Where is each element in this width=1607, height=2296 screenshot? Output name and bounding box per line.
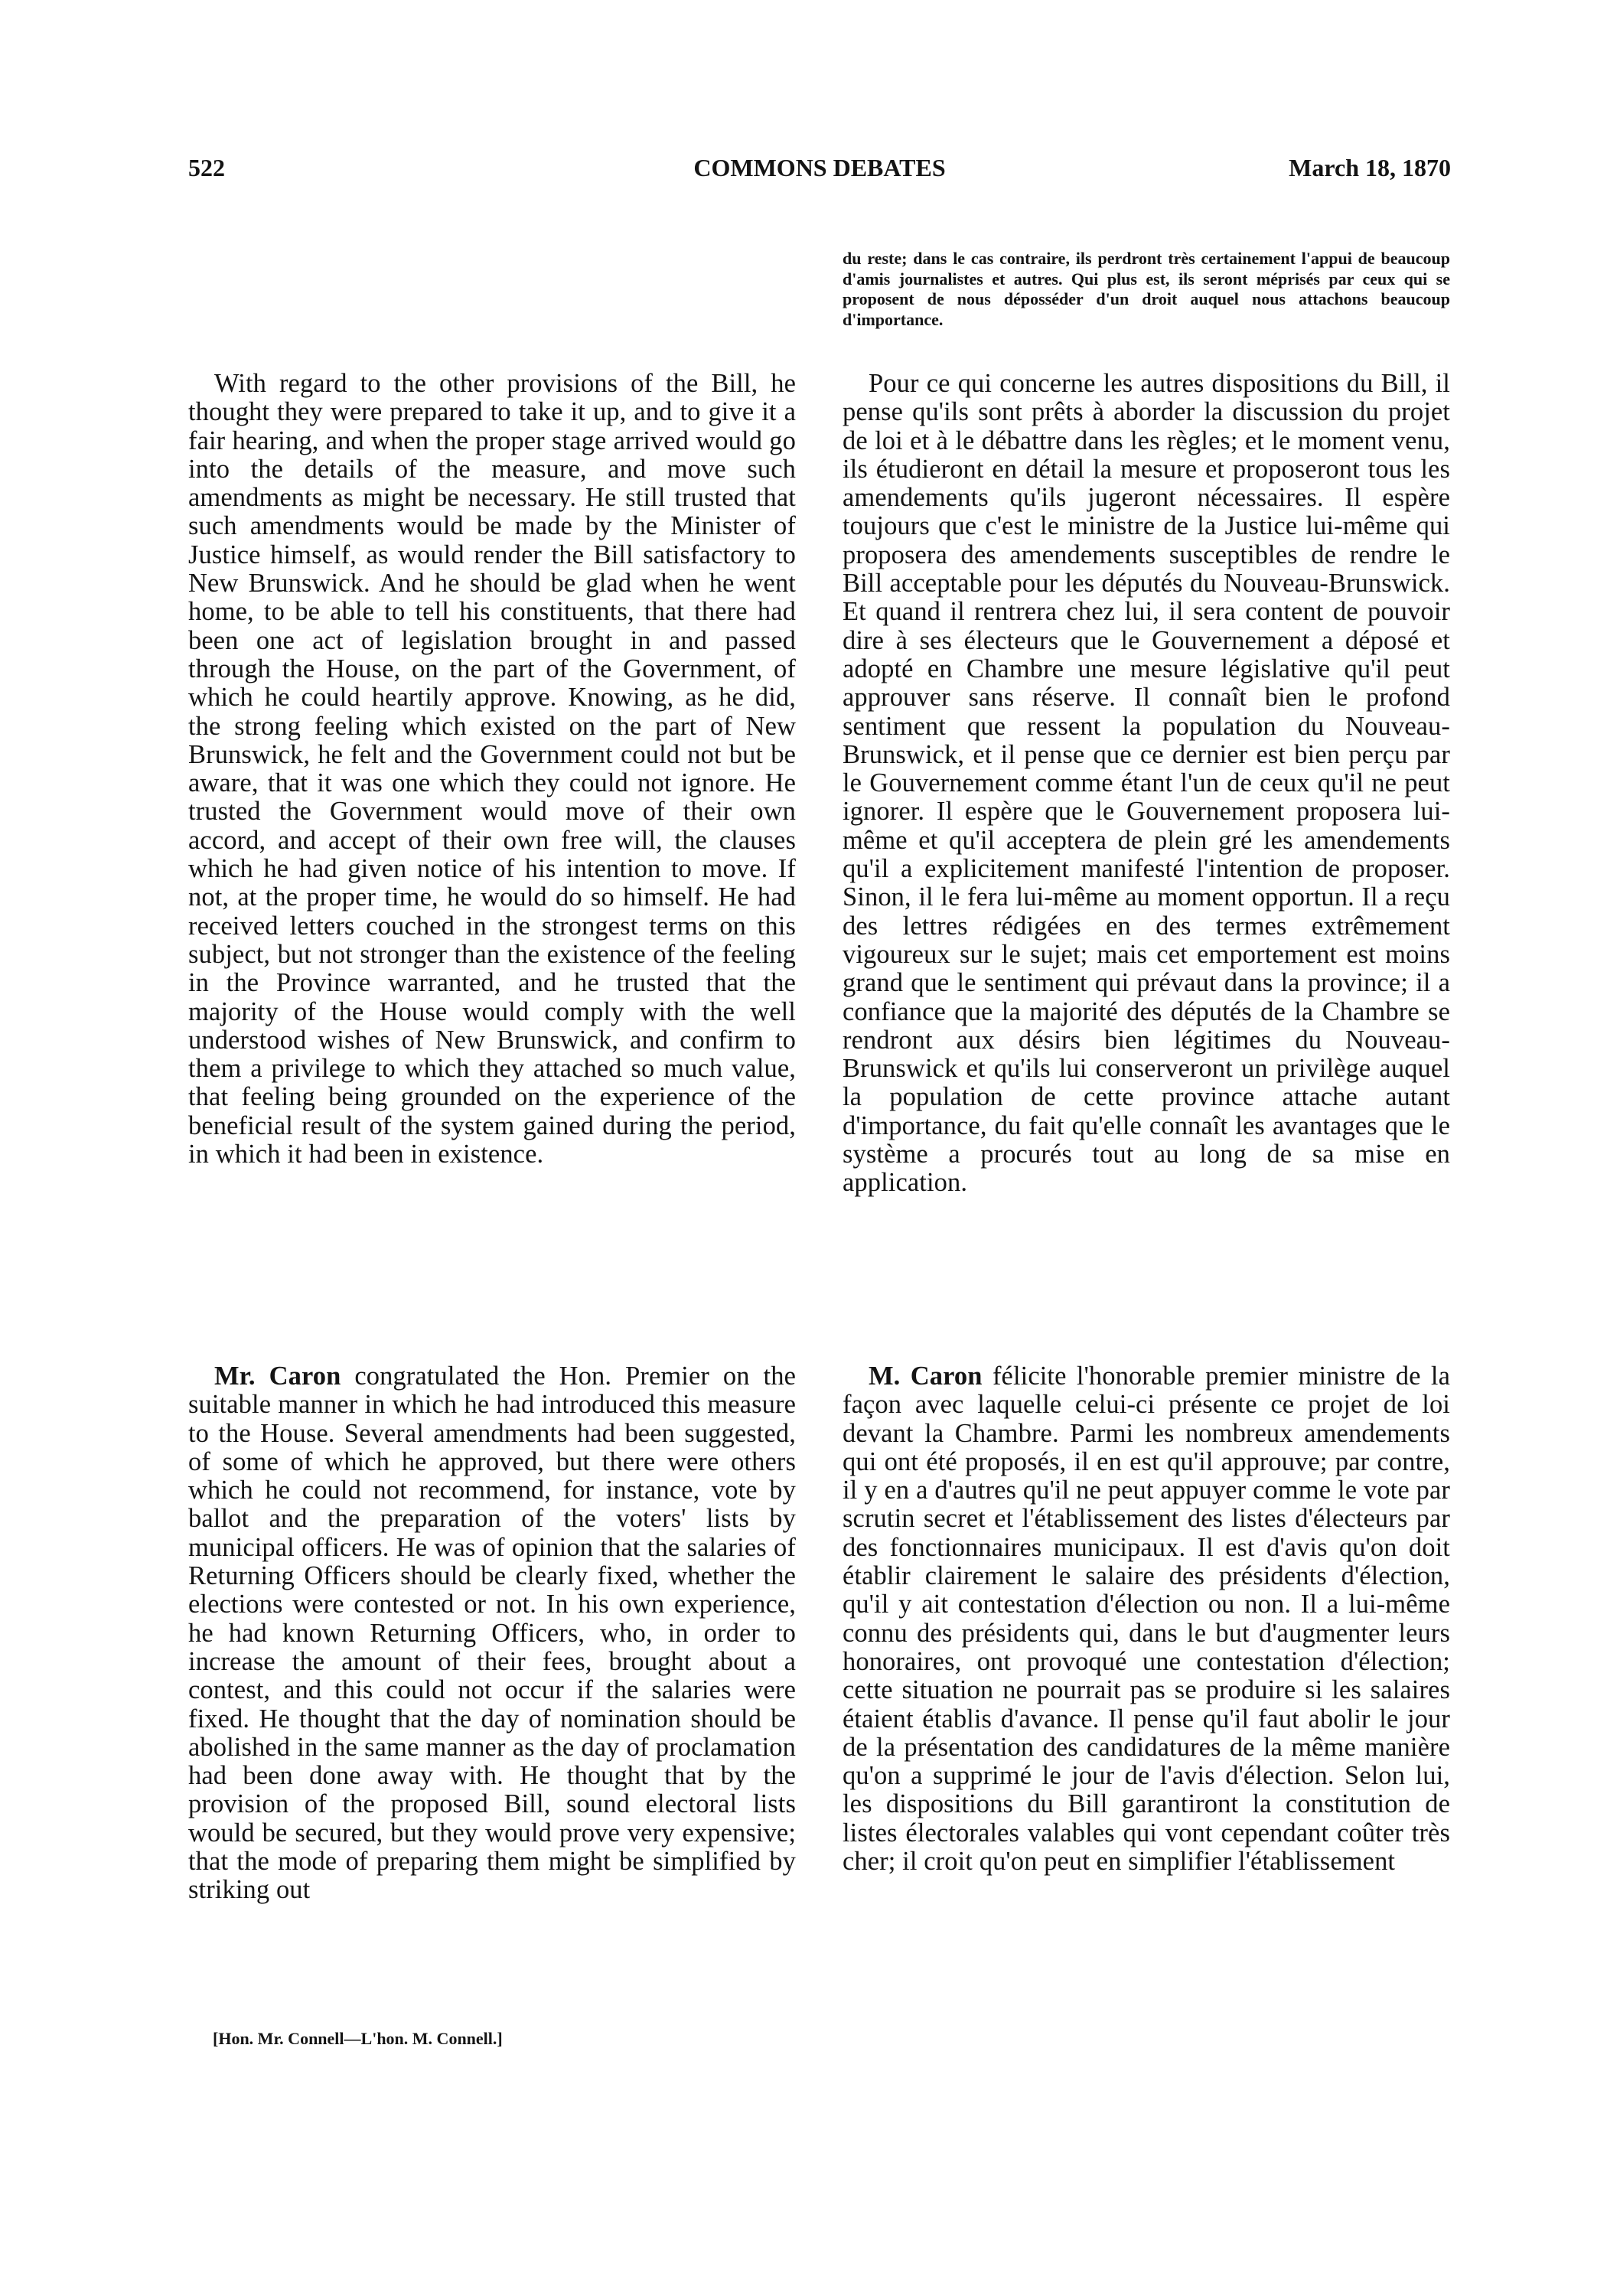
page-title: COMMONS DEBATES <box>693 154 946 181</box>
french-continuation-fragment: du reste; dans le cas contraire, ils perdront très certainement l'appui de beaucoup d'amis journalistes et autres. Qui plus est, ils seront méprisés par ceux qui se proposent de nous déposséder d'un droit auquel nous attachons beaucoup d'importance. <box>843 249 1450 329</box>
english-paragraph-caron-text: congratulated the Hon. Premier on the suitable manner in which he had introduced this measure to the House. Several amendments had been suggested, of some of which he approved, but there were others which he could not recommend, for instance, vote by ballot and the preparation of the voters' lists by municipal officers. He was of opinion that the salaries of Returning Officers should be clearly fixed, whether the elections were contested or not. In his own experience, he had known Returning Officers, who, in order to increase the amount of their fees, brought about a contest, and this could not occur if the salaries were fixed. He thought that the day of nomination should be abolished in the same manner as the day of proclamation had been done away with. He thought that by the provision of the proposed Bill, sound electoral lists would be secured, but they would prove very expensive; that the mode of preparing them might be simplified by striking out <box>188 1362 797 1905</box>
page-header <box>188 150 1451 185</box>
speaker-name-english: Mr. Caron <box>214 1362 341 1391</box>
english-paragraph-caron <box>188 1362 796 1905</box>
french-paragraph-caron-text: félicite l'honorable premier ministre de la façon avec laquelle celui-ci présente ce projet de loi devant la Chambre. Parmi les nombreux amendements qui ont été proposés, il en est qu'il approuve; par contre, il y en a d'autres qu'il ne peut appuyer comme le vote par scrutin secret et l'établissement des listes d'électeurs par des fonctionnaires municipaux. Il est d'avis qu'on doit établir clairement le salaire des présidents d'élection, qu'il y ait contestation d'élection ou non. Il a lui-même connu des présidents qui, dans le but d'augmenter leurs honoraires, ont provoqué une contestation d'élection; cette situation ne pourrait pas se produire si les salaires étaient établis d'avance. Il pense qu'il faut abolir le jour de la présentation des candidatures de la même manière qu'on a supprimé le jour de l'avis d'élection. Selon lui, les dispositions du Bill garantiront la constitution de listes électorales valables qui vont cependant coûter très cher; il croit qu'on peut en simplifier l'établissement <box>843 1362 1450 1877</box>
french-paragraph-caron <box>843 1362 1450 1876</box>
english-paragraph-provisions: With regard to the other provisions of the Bill, he thought they were prepared to take it up, and to give it a fair hearing, and when the proper stage arrived would go into the details of the measure, and move such amendments as might be necessary. He still trusted that such amendments would be made by the Minister of Justice himself, as would render the Bill satisfactory to New Brunswick. And he should be glad when he went home, to be able to tell his constituents, that there had been one act of legislation brought in and passed through the House, on the part of the Government, of which he could heartily approve. Knowing, as he did, the strong feeling which existed on the part of New Brunswick, he felt and the Government could not but be aware, that it was one which they could not ignore. He trusted the Government would move of their own accord, and accept of their own free will, the clauses which he had given notice of his intention to move. If not, at the proper time, he would do so himself. He had received letters couched in the strongest terms on this subject, but not stronger than the existence of the feeling in the Province warranted, and he trusted that the majority of the House would comply with the well understood wishes of New Brunswick, and confirm to them a privilege to which they attached so much value, that feeling being grounded on the experience of the beneficial result of the system gained during the period, in which it had been in existence. <box>188 369 796 1169</box>
page-date: March 18, 1870 <box>1289 154 1451 181</box>
speaker-name-french: M. Caron <box>869 1362 983 1391</box>
page-footer: [Hon. Mr. Connell—L'hon. M. Connell.] <box>213 2029 503 2048</box>
french-paragraph-provisions: Pour ce qui concerne les autres dispositions du Bill, il pense qu'ils sont prêts à aborder la discussion du projet de loi et à le débattre dans les règles; et le moment venu, ils étudieront en détail la mesure et proposeront tous les amendements qu'ils jugeront nécessaires. Il espère toujours que c'est le ministre de la Justice lui-même qui proposera des amendements susceptibles de rendre le Bill acceptable pour les députés du Nouveau-Brunswick. Et quand il rentrera chez lui, il sera content de pouvoir dire à ses électeurs que le Gouvernement a déposé et adopté en Chambre une mesure législative qu'il peut approuver sans réserve. Il connaît bien le profond sentiment que ressent la population du Nouveau-Brunswick, et il pense que ce dernier est bien perçu par le Gouvernement comme étant l'un de ceux qu'il ne peut ignorer. Il espère que le Gouvernement proposera lui-même et qu'il acceptera de plein gré les amendements qu'il a explicitement manifesté l'intention de proposer. Sinon, il le fera lui-même au moment opportun. Il a reçu des lettres rédigées en des termes extrêmement vigoureux sur le sujet; mais cet emportement est moins grand que le sentiment qui prévaut dans la province; il a confiance que la majorité des députés de la Chambre se rendront aux désirs bien légitimes du Nouveau-Brunswick et qu'ils lui conserveront un privilège auquel la population de cette province attache autant d'importance, du fait qu'elle connaît les avantages que le système a procurés tout au long de sa mise en application. <box>843 369 1450 1198</box>
page-number: 522 <box>188 154 225 181</box>
